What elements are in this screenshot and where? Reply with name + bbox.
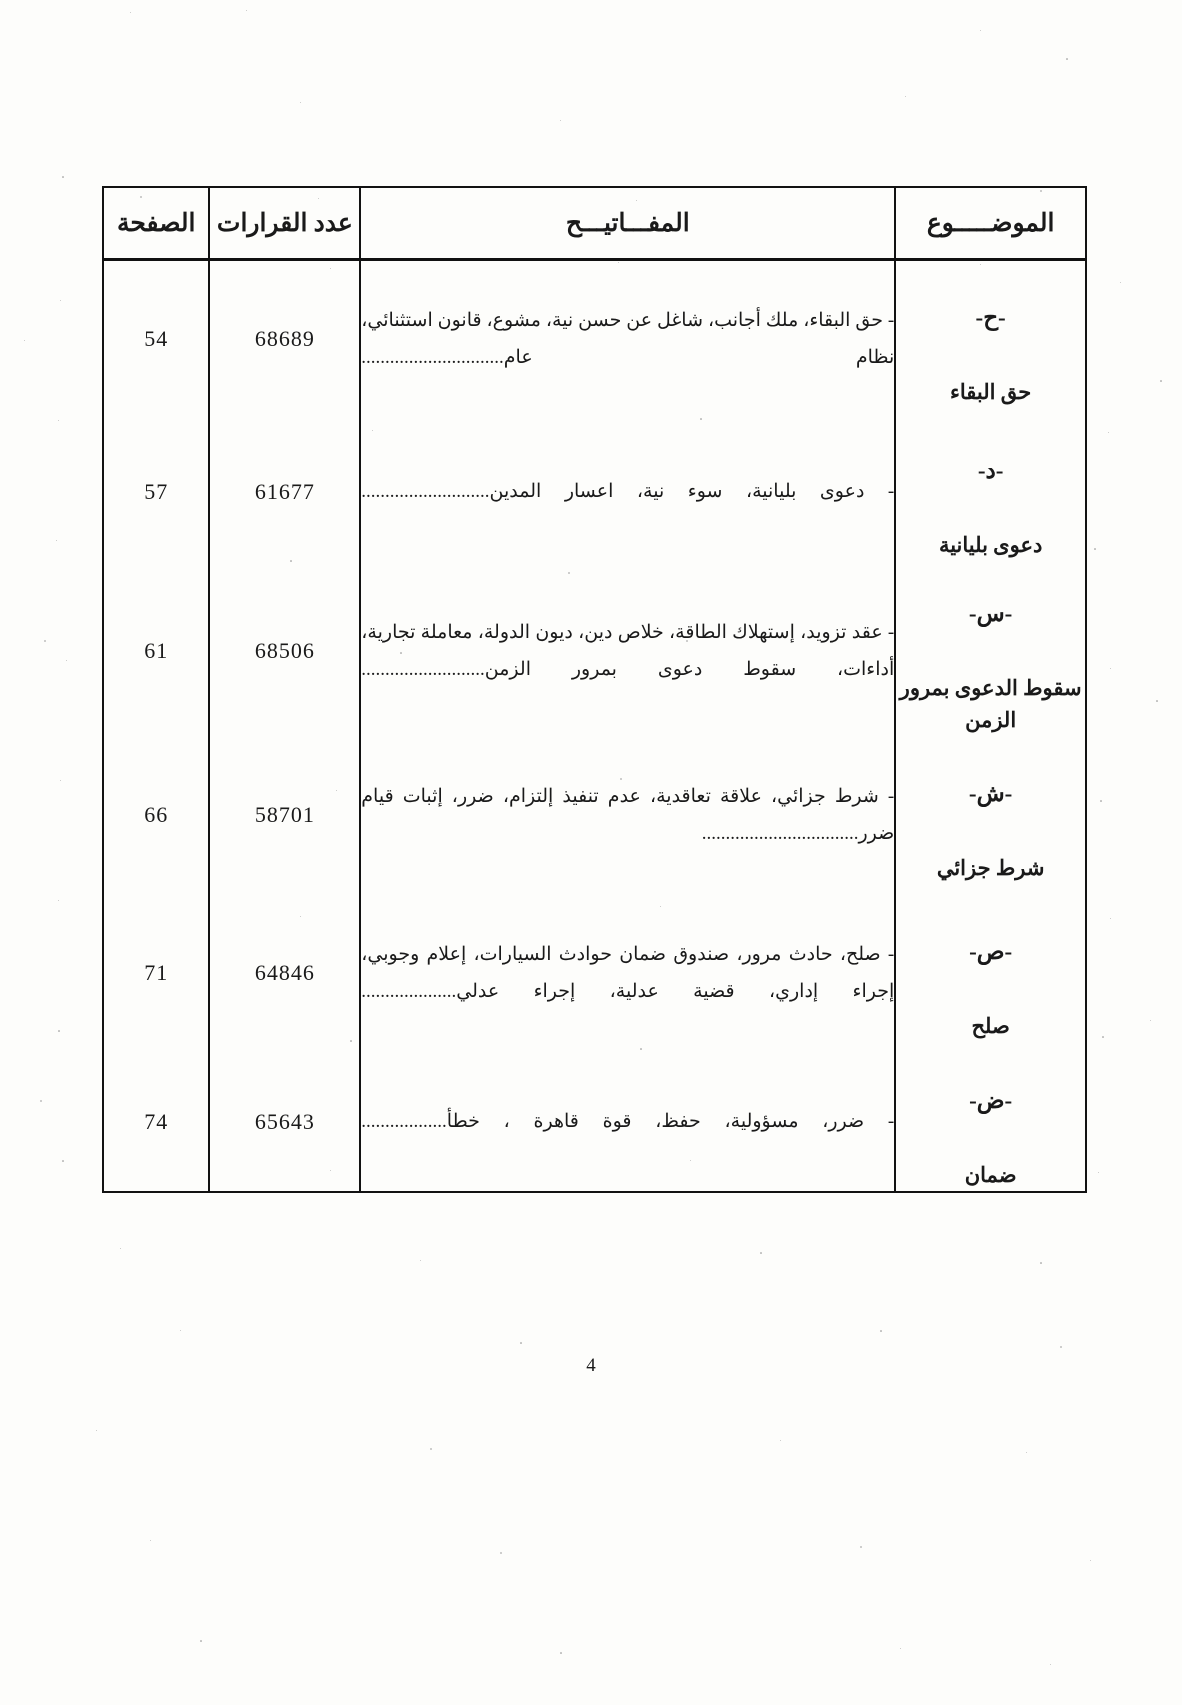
cell-page: 71 [103, 894, 209, 1052]
table-row [103, 566, 1086, 737]
leader-dots: ................................. [701, 823, 859, 844]
cell-keywords [360, 736, 895, 894]
cell-subject [895, 260, 1086, 418]
index-table [102, 186, 1087, 1193]
cell-subject [895, 1052, 1086, 1192]
keywords-text: - دعوى بليانية، سوء نية، اعسار المدين [489, 480, 895, 502]
leader-dots: .................... [361, 981, 457, 1002]
cell-decisions-count: 64846 [209, 894, 360, 1052]
header-row [103, 187, 1086, 260]
cell-decisions-count: 61677 [209, 418, 360, 566]
leader-dots: .............................. [361, 347, 504, 369]
subject-label: صلح [971, 1014, 1010, 1038]
header-page: الصفحة [103, 187, 209, 260]
table-row [103, 736, 1086, 894]
letter-heading: -ض- [969, 1087, 1013, 1113]
cell-keywords [360, 260, 895, 418]
cell-decisions-count: 68689 [209, 260, 360, 418]
letter-heading: -د- [977, 457, 1004, 483]
leader-dots: ........................... [361, 480, 490, 502]
keywords-text: - حق البقاء، ملك أجانب، شاغل عن حسن نية، مشوع، قانون استثنائي، نظام عام [361, 310, 895, 369]
cell-keywords [360, 566, 895, 737]
cell-page: 61 [103, 566, 209, 737]
header-keywords: المفـــاتيـــح [360, 187, 895, 260]
cell-decisions-count: 68506 [209, 566, 360, 737]
table-row [103, 418, 1086, 566]
cell-decisions-count: 65643 [209, 1052, 360, 1192]
keywords-text: - عقد تزويد، إستهلاك الطاقة، خلاص دين، ديون الدولة، معاملة تجارية، أداءات، سقوط دعوى بمرور الزمن [361, 621, 895, 680]
cell-subject [895, 418, 1086, 566]
cell-keywords [360, 1052, 895, 1192]
subject-label: حق البقاء [950, 380, 1032, 405]
subject-label: سقوط الدعوى بمرور الزمن [899, 676, 1082, 732]
table-row [103, 894, 1086, 1052]
page-number: 4 [586, 1355, 596, 1376]
cell-page: 57 [103, 418, 209, 566]
table-body [103, 260, 1086, 1193]
cell-page: 74 [103, 1052, 209, 1192]
header-subject: الموضـــــوع [895, 187, 1086, 260]
letter-heading: -ح- [975, 305, 1006, 331]
letter-heading: -ش- [968, 781, 1013, 806]
subject-label: ضمان [964, 1162, 1017, 1187]
header-decisions-count: عدد القرارات [209, 187, 360, 260]
cell-decisions-count: 58701 [209, 736, 360, 894]
cell-page: 66 [103, 736, 209, 894]
leader-dots: .......................... [361, 658, 485, 680]
cell-page: 54 [103, 260, 209, 418]
cell-subject [895, 736, 1086, 894]
subject-label: دعوى بليانية [938, 532, 1043, 557]
keywords-text: - ضرر، مسؤولية، حفظ، قوة قاهرة ، خطأ [446, 1110, 895, 1132]
cell-keywords [360, 894, 895, 1052]
subject-label: شرط جزائي [936, 856, 1045, 880]
cell-keywords [360, 418, 895, 566]
leader-dots: .................. [361, 1110, 447, 1132]
table-row [103, 260, 1086, 418]
cell-subject [895, 566, 1086, 737]
cell-subject [895, 894, 1086, 1052]
table-header [103, 187, 1086, 260]
letter-heading: -س- [968, 601, 1013, 626]
keywords-text: - صلح، حادث مرور، صندوق ضمان حوادث السيارات، إعلام وجوبي، إجراء إداري، قضية عدلية، إجراء عدلي [361, 943, 895, 1002]
keywords-text: - شرط جزائي، علاقة تعاقدية، عدم تنفيذ إلتزام، ضرر، إثبات قيام ضرر [361, 785, 895, 844]
letter-heading: -ص- [969, 939, 1013, 964]
table-row [103, 1052, 1086, 1192]
